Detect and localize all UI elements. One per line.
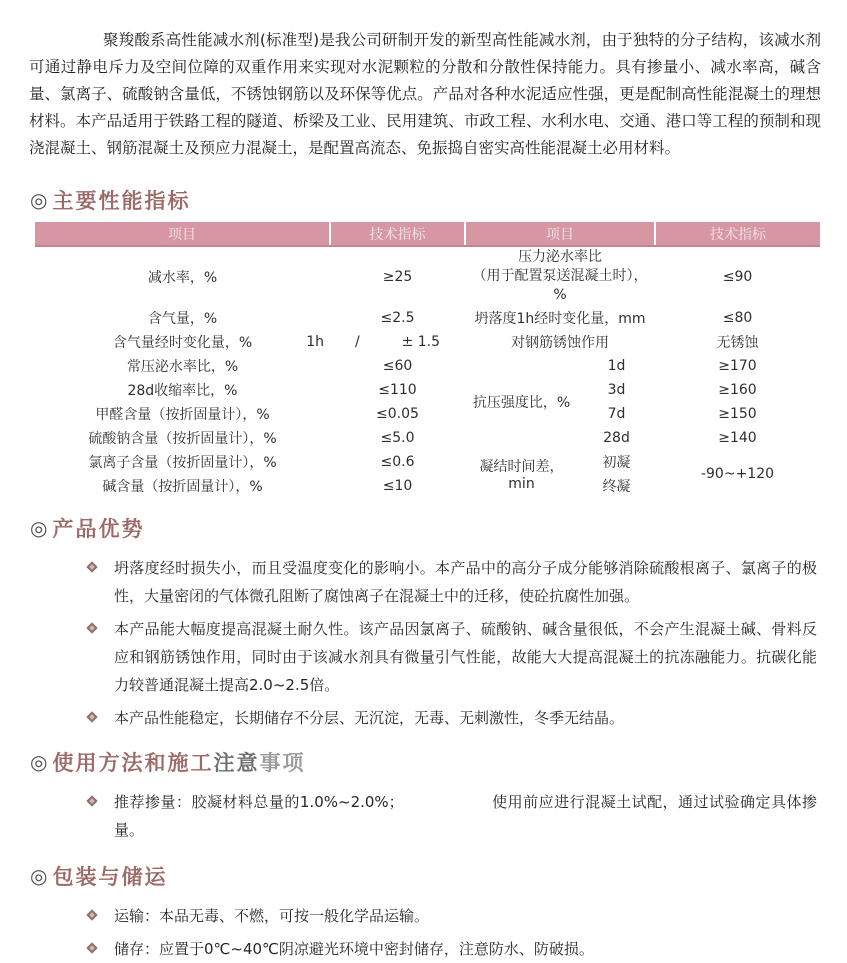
item-line: 压力泌水率比 <box>518 249 602 265</box>
item-cell: 减水率，% <box>147 269 218 286</box>
section-title-usage-suffix-faded: 事项 <box>259 751 306 775</box>
list-item <box>88 615 817 699</box>
item-cell <box>35 330 330 354</box>
header-item-left: 项目 <box>35 222 330 246</box>
section-heading-advantages <box>30 514 847 542</box>
age-cell: 7d <box>607 406 626 422</box>
table-row <box>35 306 820 330</box>
header-spec-left: 技术指标 <box>330 222 465 246</box>
item-cell: 常压泌水率比，% <box>126 359 239 375</box>
dosage-note: 使用前应进行混凝土试配，通过试验确定具体掺量。 <box>114 793 817 839</box>
list-item <box>88 788 817 844</box>
spec-cell: ≤5.0 <box>380 430 415 446</box>
item-label: 含气量经时变化量，% <box>112 335 253 351</box>
spec-cell: ≤60 <box>382 358 413 374</box>
age-cell: 终凝 <box>602 479 631 495</box>
section-marker-icon: ◎ <box>30 516 48 540</box>
section-title-usage: 使用方法和施工 <box>52 751 214 775</box>
diamond-bullet-icon <box>86 942 97 953</box>
spec-cell: ≤0.6 <box>380 454 415 470</box>
section-heading-performance <box>30 186 847 214</box>
spec-cell: ≥160 <box>718 382 757 398</box>
section-title-packaging: 包装与储运 <box>52 865 168 889</box>
table-header-row <box>35 222 820 246</box>
header-item-right: 项目 <box>465 222 655 246</box>
bullet-text: 本产品能大幅度提高混凝土耐久性。该产品因氯离子、硫酸钠、碱含量很低，不会产生混凝土碱、骨料反应和钢筋锈蚀作用，同时由于该减水剂具有微量引气性能，故能大大提高混凝土的抗冻融能力。抗碳化能力较普通混凝土提高2.0~2.5倍。 <box>114 620 817 694</box>
table-row <box>35 330 820 354</box>
bullet-text: 储存：应置于0℃~40℃阴凉避光环境中密封储存，注意防水、防破损。 <box>114 940 594 958</box>
age-cell: 初凝 <box>602 455 631 471</box>
item-time-label: 1h <box>306 334 324 350</box>
table-row <box>35 378 820 402</box>
table-row <box>35 426 820 450</box>
packaging-list <box>88 902 817 963</box>
diamond-bullet-icon <box>86 795 97 806</box>
item-cell <box>465 246 655 306</box>
item-cell: 坍落度1h经时变化量，mm <box>474 311 646 327</box>
item-cell: 氯离子含量（按折固量计），% <box>88 455 277 471</box>
section-heading-packaging <box>30 862 847 890</box>
section-title-advantages: 产品优势 <box>52 517 145 541</box>
spec-cell: 无锈蚀 <box>716 335 759 351</box>
list-item <box>88 902 817 930</box>
diamond-bullet-icon <box>86 561 97 572</box>
dosage-line <box>114 788 817 844</box>
usage-list <box>88 788 817 844</box>
item-cell: 甲醛含量（按折固量计），% <box>95 407 270 423</box>
item-cell-strength: 抗压强度比，% <box>472 395 571 411</box>
section-marker-icon: ◎ <box>30 864 48 888</box>
spec-cell: ≥170 <box>718 358 757 374</box>
spec-cell: ≥25 <box>382 268 413 285</box>
age-cell: 3d <box>607 382 626 398</box>
spec-cell: ≤80 <box>722 310 753 326</box>
item-cell: 28d收缩率比，% <box>127 383 238 399</box>
item-cell: 含气量，% <box>147 311 218 327</box>
header-spec-right: 技术指标 <box>655 222 820 246</box>
spec-value: ± 1.5 <box>401 334 441 350</box>
section-heading-usage <box>30 748 847 776</box>
diamond-bullet-icon <box>86 909 97 920</box>
performance-table <box>35 222 820 498</box>
intro-paragraph: 聚羧酸系高性能减水剂(标准型)是我公司研制开发的新型高性能减水剂，由于独特的分子结构，该减水剂可通过静电斥力及空间位障的双重作用来实现对水泥颗粒的分散和分散性保持能力。具有掺量小、减水率高，碱含量、氯离子、硫酸钠含量低，不锈蚀钢筋以及环保等优点。产品对各种水泥适应性强，更是配制高性能混凝土的理想材料。本产品适用于铁路工程的隧道、桥梁及工业、民用建筑、市政工程、水利水电、交通、港口等工程的预制和现浇混凝土、钢筋混凝土及预应力混凝土，是配置高流态、免振捣自密实高性能混凝土必用材料。 <box>29 31 821 157</box>
advantages-list <box>88 554 817 732</box>
item-line: （用于配置泵送混凝土时），% <box>472 268 648 303</box>
spec-cell: ≤90 <box>722 268 753 285</box>
section-marker-icon: ◎ <box>30 188 48 212</box>
diamond-bullet-icon <box>86 711 97 722</box>
spec-cell: -90~+120 <box>700 466 775 482</box>
bullet-text: 运输：本品无毒、不燃，可按一般化学品运输。 <box>114 907 430 925</box>
age-cell: 28d <box>603 430 630 446</box>
table-row <box>35 246 820 306</box>
bullet-text: 坍落度经时损失小，而且受温度变化的影响小。本产品中的高分子成分能够消除硫酸根离子、氯离子的极性，大量密闭的气体微孔阻断了腐蚀离子在混凝土中的迁移，使砼抗腐性加强。 <box>114 559 817 605</box>
product-datasheet-page <box>0 27 847 958</box>
item-cell-setting: 凝结时间差，min <box>479 459 564 492</box>
spec-cell: ≤2.5 <box>380 310 415 326</box>
spec-cell: ≤10 <box>382 478 413 494</box>
spec-cell: ≥140 <box>718 430 757 446</box>
section-title-usage-suffix: 注意 <box>213 751 260 775</box>
list-item <box>88 554 817 610</box>
bullet-text: 本产品性能稳定，长期储存不分层、无沉淀，无毒、无刺激性，冬季无结晶。 <box>114 709 625 727</box>
spec-cell: ≥150 <box>718 406 757 422</box>
item-cell: 对钢筋锈蚀作用 <box>511 335 609 351</box>
item-cell: 碱含量（按折固量计），% <box>102 479 263 495</box>
section-title-performance: 主要性能指标 <box>52 189 191 213</box>
spec-slash: / <box>354 334 360 350</box>
item-cell: 硫酸钠含量（按折固量计），% <box>88 431 277 447</box>
age-cell: 1d <box>607 358 626 374</box>
spec-cell <box>330 330 465 354</box>
section-marker-icon: ◎ <box>30 750 48 774</box>
dosage-label: 推荐掺量：胶凝材料总量的1.0%~2.0%； <box>114 793 404 811</box>
spec-cell: ≤0.05 <box>376 406 419 422</box>
list-item <box>88 935 817 963</box>
spec-cell: ≤110 <box>378 382 417 398</box>
table-row <box>35 450 820 474</box>
table-row <box>35 354 820 378</box>
list-item <box>88 704 817 732</box>
diamond-bullet-icon <box>86 622 97 633</box>
table-row <box>35 402 820 426</box>
